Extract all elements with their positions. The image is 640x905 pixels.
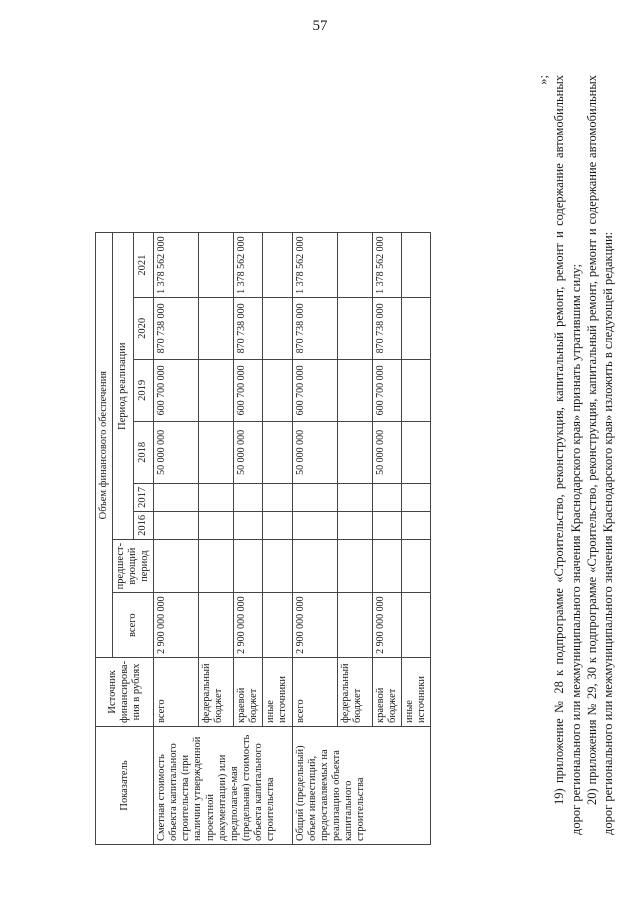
y2020-cell: 870 738 000 — [234, 297, 263, 359]
header-period: Период реализации — [113, 233, 134, 540]
y2019-cell: 600 700 000 — [372, 359, 401, 421]
y2016-cell — [401, 511, 430, 539]
y2016-cell — [337, 511, 372, 539]
indicator-cell: Общий (предельный) объем инвестиций, предоставляемых на реализацию объекта капитального строительства — [292, 727, 430, 845]
y2018-cell: 50 000 000 — [292, 421, 337, 483]
header-year: 2018 — [133, 421, 154, 483]
y2016-cell — [199, 511, 234, 539]
header-indicator: Показатель — [96, 727, 154, 845]
preceding-cell — [372, 539, 401, 593]
y2016-cell — [292, 511, 337, 539]
y2021-cell: 1 378 562 000 — [154, 233, 199, 298]
total-cell: 2 900 000 000 — [154, 593, 199, 658]
preceding-cell — [199, 539, 234, 593]
header-year: 2019 — [133, 359, 154, 421]
y2020-cell — [199, 297, 234, 359]
y2017-cell — [337, 483, 372, 511]
y2017-cell — [154, 483, 199, 511]
y2018-cell — [401, 421, 430, 483]
preceding-cell — [234, 539, 263, 593]
y2018-cell: 50 000 000 — [372, 421, 401, 483]
y2020-cell: 870 738 000 — [154, 297, 199, 359]
y2016-cell — [234, 511, 263, 539]
source-cell: иные источники — [263, 657, 292, 726]
y2021-cell — [263, 233, 292, 298]
page-number: 57 — [312, 18, 328, 34]
header-year: 2016 — [133, 511, 154, 539]
y2020-cell — [263, 297, 292, 359]
total-cell — [337, 593, 372, 658]
y2019-cell — [337, 359, 372, 421]
source-cell: всего — [154, 657, 199, 726]
y2020-cell — [401, 297, 430, 359]
header-preceding: предшест-вующий период — [113, 539, 154, 593]
total-cell — [401, 593, 430, 658]
preceding-cell — [263, 539, 292, 593]
table-row — [292, 233, 337, 845]
y2017-cell — [292, 483, 337, 511]
source-cell: иные источники — [401, 657, 430, 726]
preceding-cell — [292, 539, 337, 593]
header-source: Источник финансирова-ния в рублях — [96, 657, 154, 726]
header-year: 2020 — [133, 297, 154, 359]
source-cell: федеральный бюджет — [337, 657, 372, 726]
header-year: 2021 — [133, 233, 154, 298]
y2021-cell — [337, 233, 372, 298]
closing-quote-mark: »; — [536, 75, 550, 85]
y2018-cell: 50 000 000 — [154, 421, 199, 483]
preceding-cell — [401, 539, 430, 593]
source-cell: краевой бюджет — [372, 657, 401, 726]
total-cell — [263, 593, 292, 658]
y2020-cell: 870 738 000 — [372, 297, 401, 359]
y2017-cell — [234, 483, 263, 511]
total-cell: 2 900 000 000 — [372, 593, 401, 658]
y2016-cell — [263, 511, 292, 539]
y2019-cell: 600 700 000 — [234, 359, 263, 421]
y2021-cell — [401, 233, 430, 298]
paragraph-19: 19) приложение № 28 к подпрограмме «Строительство, реконструкция, капитальный ремонт, ремонт и содержание автомобильных дорог регионального или межмуниципального значения Краснодарского края» признать утратившим силу; — [552, 75, 583, 835]
y2021-cell: 1 378 562 000 — [372, 233, 401, 298]
financing-table — [95, 232, 431, 845]
paragraph-20: 20) приложения № 29, 30 к подпрограмме «Строительство, реконструкция, капитальный ремонт, ремонт и содержание автомобильных дорог регионального или межмуниципального значения Краснодарского края» изложить в следующей редакции: — [584, 75, 615, 835]
y2017-cell — [401, 483, 430, 511]
y2019-cell — [401, 359, 430, 421]
preceding-cell — [154, 539, 199, 593]
y2017-cell — [199, 483, 234, 511]
y2020-cell — [337, 297, 372, 359]
preceding-cell — [337, 539, 372, 593]
header-year: 2017 — [133, 483, 154, 511]
indicator-cell: Сметная стоимость объекта капитального строительства (при наличии утвержденной проектной документации) или предполагае-мая (предельная) стоимость объекта капитального строительства — [154, 727, 292, 845]
source-cell: всего — [292, 657, 337, 726]
y2021-cell: 1 378 562 000 — [292, 233, 337, 298]
source-cell: федеральный бюджет — [199, 657, 234, 726]
rotated-page-content — [95, 45, 615, 845]
total-cell — [199, 593, 234, 658]
source-cell: краевой бюджет — [234, 657, 263, 726]
y2018-cell — [263, 421, 292, 483]
y2019-cell: 600 700 000 — [292, 359, 337, 421]
y2018-cell — [199, 421, 234, 483]
body-text — [535, 75, 616, 835]
header-financing: Объем финансового обеспечения — [96, 233, 113, 658]
y2018-cell: 50 000 000 — [234, 421, 263, 483]
y2019-cell — [263, 359, 292, 421]
y2021-cell: 1 378 562 000 — [234, 233, 263, 298]
y2019-cell — [199, 359, 234, 421]
y2020-cell: 870 738 000 — [292, 297, 337, 359]
y2016-cell — [154, 511, 199, 539]
total-cell: 2 900 000 000 — [292, 593, 337, 658]
total-cell: 2 900 000 000 — [234, 593, 263, 658]
y2019-cell: 600 700 000 — [154, 359, 199, 421]
y2021-cell — [199, 233, 234, 298]
header-total: всего — [113, 593, 154, 658]
table-row — [154, 233, 199, 845]
y2017-cell — [372, 483, 401, 511]
y2016-cell — [372, 511, 401, 539]
y2017-cell — [263, 483, 292, 511]
y2018-cell — [337, 421, 372, 483]
